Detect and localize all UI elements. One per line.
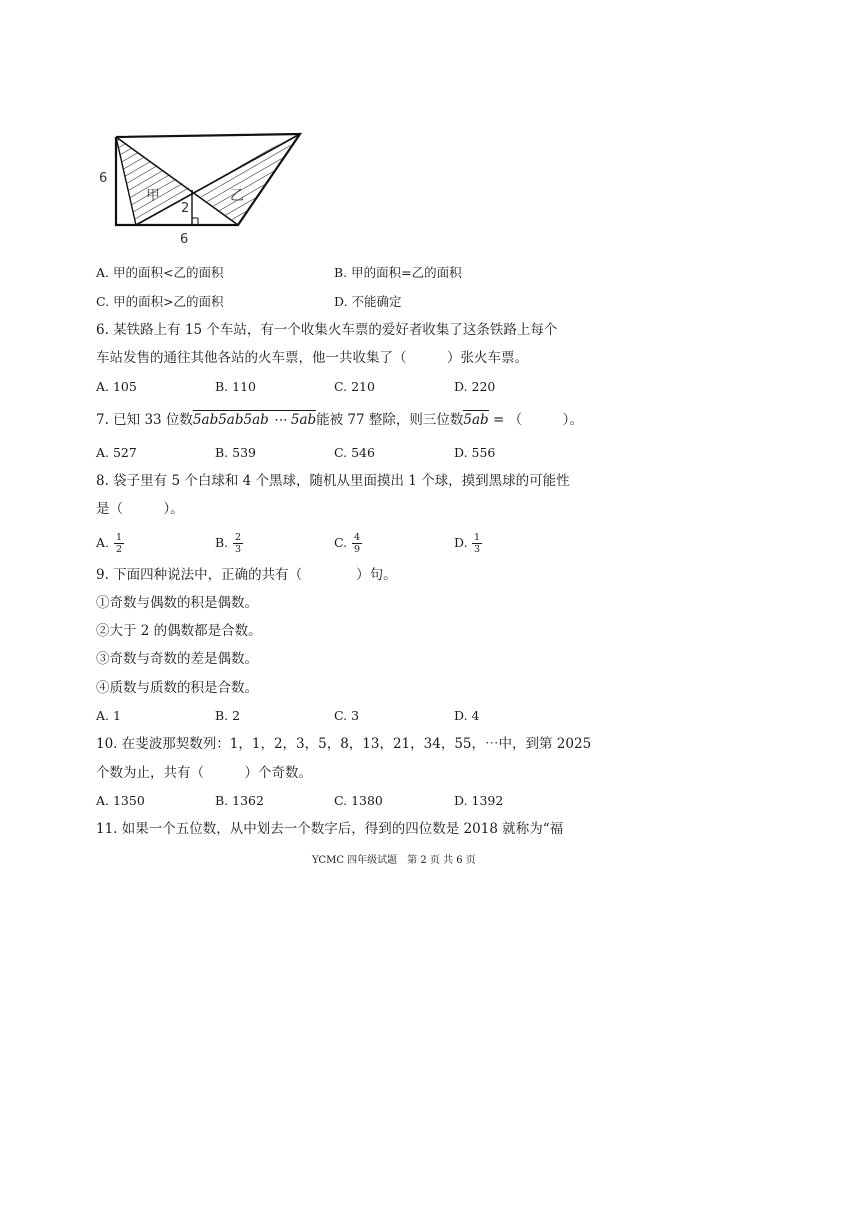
- q9-line-1: 9. 下面四种说法中，正确的共有（ ）句。: [96, 567, 397, 583]
- label-jia: 甲: [146, 188, 160, 204]
- q9-option-c: C. 3: [334, 708, 360, 723]
- q7-short-number: 5ab: [463, 412, 489, 428]
- q9-statement-3: ③奇数与奇数的差是偶数。: [96, 651, 258, 667]
- q10-option-c: C. 1380: [334, 793, 383, 808]
- label-height-2: 2: [181, 201, 190, 216]
- geometry-figure: [96, 128, 306, 246]
- q8-option-a-letter: A.: [96, 535, 110, 550]
- page-footer: YCMC 四年级试题 第 2 页 共 6 页: [312, 855, 476, 866]
- q8-line-2: 是（ ）。: [96, 501, 184, 517]
- q7-option-c: C. 546: [334, 445, 375, 460]
- q5-option-d: D. 不能确定: [334, 294, 402, 309]
- q10-option-a: A. 1350: [96, 793, 145, 808]
- q8-option-d-letter: D.: [454, 535, 468, 550]
- q5-option-b: B. 甲的面积=乙的面积: [334, 265, 462, 280]
- q8-option-b-letter: B.: [215, 535, 229, 550]
- q10-line-2: 个数为止，共有（ ）个奇数。: [96, 765, 312, 781]
- q6-option-d: D. 220: [454, 379, 496, 394]
- q6-line-2: 车站发售的通往其他各站的火车票，他一共收集了（ ）张火车票。: [96, 350, 528, 366]
- q7-option-b: B. 539: [215, 445, 256, 460]
- label-left-6: 6: [99, 171, 108, 186]
- q7-option-d: D. 556: [454, 445, 496, 460]
- q11-line-1: 11. 如果一个五位数，从中划去一个数字后，得到的四位数是 2018 就称为“福: [96, 821, 564, 837]
- q10-line-1: 10. 在斐波那契数列：1，1，2，3，5，8，13，21，34，55，⋯中，到第 2025: [96, 736, 592, 752]
- q7-line: [96, 411, 583, 429]
- region-yi-shading: [192, 134, 298, 224]
- q6-line-1: 6. 某铁路上有 15 个车站，有一个收集火车票的爱好者收集了这条铁路上每个: [96, 322, 558, 338]
- q7-suffix: = （ ）。: [488, 412, 583, 428]
- q6-option-a: A. 105: [96, 379, 137, 394]
- q9-option-d: D. 4: [454, 708, 480, 723]
- q9-statement-1: ①奇数与偶数的积是偶数。: [96, 595, 258, 611]
- q7-long-number: 5ab5ab5ab ⋯ 5ab: [192, 412, 317, 428]
- q10-option-b: B. 1362: [215, 793, 264, 808]
- q9-statement-2: ②大于 2 的偶数都是合数。: [96, 623, 262, 639]
- q9-statement-4: ④质数与质数的积是合数。: [96, 680, 258, 696]
- q7-option-a: A. 527: [96, 445, 137, 460]
- q8-option-c-letter: C.: [334, 535, 348, 550]
- label-yi: 乙: [230, 188, 244, 204]
- q8-option-a-fraction: $\frac{1}{2}$: [115, 532, 123, 555]
- q5-option-c: C. 甲的面积>乙的面积: [96, 294, 224, 309]
- q8-option-d-fraction: $\frac{1}{3}$: [473, 532, 481, 555]
- q9-option-b: B. 2: [215, 708, 241, 723]
- q8-option-c-fraction: $\frac{4}{9}$: [353, 532, 361, 555]
- q9-option-a: A. 1: [96, 708, 121, 723]
- q6-option-b: B. 110: [215, 379, 256, 394]
- q7-prefix: 7. 已知 33 位数: [96, 412, 193, 428]
- q10-option-d: D. 1392: [454, 793, 504, 808]
- q6-option-c: C. 210: [334, 379, 375, 394]
- label-bottom-6: 6: [180, 232, 189, 246]
- q8-line-1: 8. 袋子里有 5 个白球和 4 个黑球，随机从里面摸出 1 个球，摸到黑球的可能性: [96, 473, 570, 489]
- q5-option-a: A. 甲的面积<乙的面积: [96, 265, 224, 280]
- q8-option-b-fraction: $\frac{2}{3}$: [234, 532, 242, 555]
- q7-middle: 能被 77 整除，则三位数: [316, 412, 464, 428]
